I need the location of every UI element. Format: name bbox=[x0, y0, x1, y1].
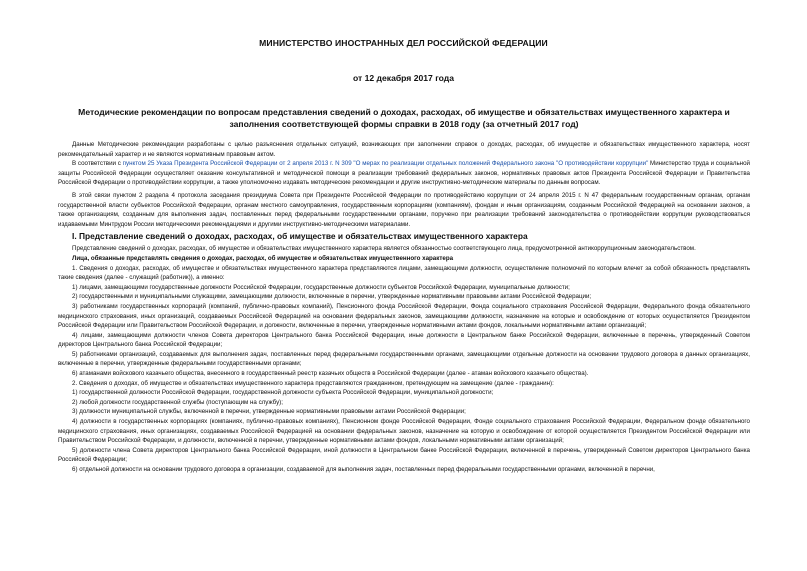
paragraph-intro: Данные Методические рекомендации разработаны с целью разъяснения отдельных ситуаций, возникающих при заполнении справок о доходах, расходах, об имуществе и обязательствах имущественного характера, носят рекомендательный характер и не являются нормативным правовым актом. bbox=[58, 141, 750, 158]
list-item: 1) государственной должности Российской Федерации, государственной должности субъекта Российской Федерации, муниципальной должности; bbox=[72, 389, 494, 397]
paragraph-clause-1: 1. Сведения о доходах, расходах, об имуществе и обязательствах имущественного характера представляются лицами, замещающими должности, осуществление полномочий по которым влечет за собой обязанность представлять такие сведения (далее - служащий (работник)), а именно: bbox=[58, 264, 750, 282]
list-item: 6) отдельной должности на основании трудового договора в организации, создаваемой для выполнения задач, поставленных перед федеральными государственными органами, включенной в перечни, bbox=[72, 466, 655, 473]
ministry-heading: МИНИСТЕРСТВО ИНОСТРАННЫХ ДЕЛ РОССИЙСКОЙ ФЕДЕРАЦИИ bbox=[259, 38, 548, 48]
list-item: 4) лицами, замещающими должности членов Совета директоров Центрального банка Российской Федерации, иные должности в Центральном банке Российской Федерации, включенные в перечень, утвержденный Советом директоров Центрального банка Российской Федерации; bbox=[58, 331, 750, 349]
list-item: 3) работниками государственных корпораций (компаний, публично-правовых компаний), Пенсионного фонда Российской Федерации, Фонда социального страхования Российской Федерации, Федерального фонда обязательного медицинского страхования, иных организаций, создаваемых Российской Федерацией на основании федеральных законов, замещающими должности, назначение на которые и освобождение от которых осуществляется Президентом Российской Федерации или Правительством Российской Федерации, и должности, включенные в перечни, утвержденные нормативными актами фондов, локальными нормативными актами организаций; bbox=[58, 302, 750, 330]
list-item: 3) должности муниципальной службы, включенной в перечни, утвержденные нормативными правовыми актами Российской Федерации; bbox=[72, 408, 466, 416]
section-heading: I. Представление сведений о доходах, расходах, об имуществе и обязательствах имущественного характера bbox=[72, 231, 528, 242]
list-item: 2) любой должности государственной службы (поступающим на службу); bbox=[72, 398, 283, 406]
list-item: 1) лицами, замещающими государственные должности Российской Федерации, государственные должности субъектов Российской Федерации, муниципальные должности; bbox=[72, 283, 570, 291]
document-body bbox=[58, 140, 750, 475]
paragraph-obligation: Представление сведений о доходах, расходах, об имуществе и обязательствах имущественного характера является обязанностью соответствующего лица, предусмотренной антикоррупционным законодательством. bbox=[72, 245, 696, 253]
paragraph-clause-2: 2. Сведения о доходах, об имуществе и обязательствах имущественного характера представляются гражданином, претендующим на замещение (далее - гражданин): bbox=[72, 379, 554, 387]
paragraph-protocol: В этой связи пунктом 2 раздела 4 протокола заседания президиума Совета при Президенте Российской Федерации по противодействию коррупции от 24 апреля 2015 г. N 47 федеральным государственным органам, органам государственной власти субъектов Российской Федерации, органам местного самоуправления, государственным корпорациям (компаниям), фондам и иным организациям, созданным Российской Федерацией на основании законов, а также организациям, созданным для выполнения задач, поставленных перед федеральными государственными органами, поручено при реализации требований законодательства о противодействии коррупции руководствоваться издаваемыми Минтрудом России методическими рекомендациями и другими инструктивно-методическими материалами. bbox=[58, 191, 750, 228]
subsection-heading: Лица, обязанные представлять сведения о доходах, расходах, об имуществе и обязательствах имущественного характера bbox=[72, 254, 454, 262]
paragraph-text: Министерство труда и социальной защиты Российской Федерации осуществляет оказание консультативной и методической помощи в реализации требований федеральных законов, нормативных правовых актов Президента Российской Федерации и Правительства Российской Федерации о противодействии коррупции, а также уполномочено издавать методические рекомендации и другие инструктивно-методические материалы по данным вопросам. bbox=[58, 160, 750, 187]
list-item: 4) должности в государственных корпорациях (компаниях, публично-правовых компаниях), Пенсионном фонде Российской Федерации, Фонде социального страхования Российской Федерации, Федеральном фонде обязательного медицинского страхования, иных организациях, создаваемых Российской Федерацией на основании федеральных законов, назначение на которую и освобождение от которой осуществляется Президентом Российской Федерации или Правительством Российской Федерации, и должности, включенной в перечни, утвержденные нормативными актами фондов, локальными нормативными актами организаций; bbox=[58, 418, 750, 445]
list-item: 5) должности члена Совета директоров Центрального банка Российской Федерации, иной должности в Центральном банке Российской Федерации, включенной в перечень, утвержденный Советом директоров Центрального банка Российской Федерации; bbox=[58, 446, 750, 464]
paragraph-legal-basis bbox=[58, 159, 750, 188]
decree-link[interactable]: пунктом 25 Указа Президента Российской Федерации от 2 апреля 2013 г. N 309 "О мерах по реализации отдельных положений Федерального закона "О противодействии коррупции" bbox=[122, 160, 649, 168]
list-item: 2) государственными и муниципальными служащими, замещающими должности, включенные в перечни, утвержденные нормативными правовыми актами Российской Федерации; bbox=[72, 293, 592, 301]
document-date: от 12 декабря 2017 года bbox=[352, 73, 455, 83]
list-item: 6) атаманами войскового казачьего общества, внесенного в государственный реестр казачьих обществ в Российской Федерации (далее - атаман войскового казачьего общества). bbox=[72, 370, 589, 378]
paragraph-text: В соответствии с bbox=[72, 160, 123, 168]
list-item: 5) работниками организаций, создаваемых для выполнения задач, поставленных перед федеральными государственными органами, замещающими отдельные должности на основании трудового договора в данных организациях, включенные в перечни, утвержденные федеральными государственными органами; bbox=[58, 350, 750, 368]
document-title: Методические рекомендации по вопросам представления сведений о доходах, расходах, об имуществе и обязательствах имущественного характера и заполнения соответствующей формы справки в 2018 году (за отчетный 2017 год) bbox=[78, 107, 730, 129]
